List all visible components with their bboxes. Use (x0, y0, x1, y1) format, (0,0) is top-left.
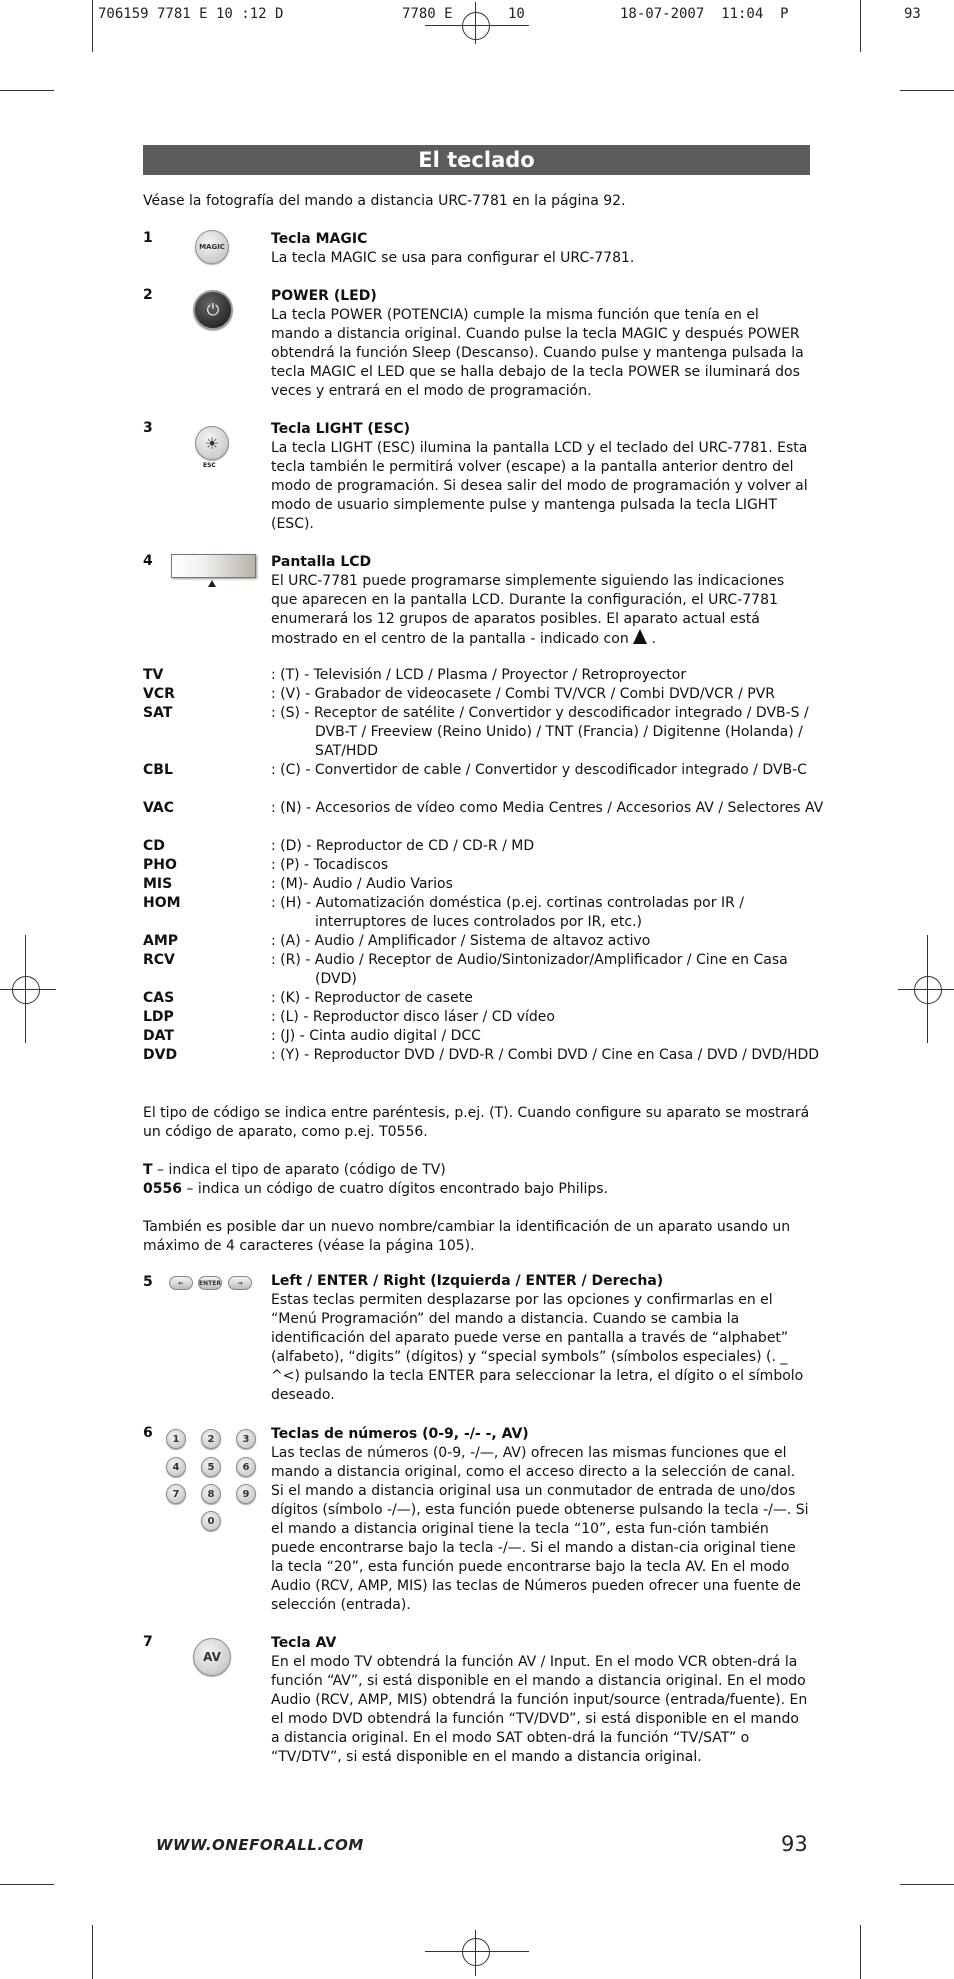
triangle-indicator-icon (633, 629, 647, 644)
crop-mark (92, 1925, 93, 1979)
device-type-prefix: : (V) - (271, 686, 311, 702)
registration-line (425, 25, 529, 26)
light-key-icon: ☀ (195, 426, 229, 460)
number-key-1-icon: 1 (166, 1429, 186, 1449)
registration-mark-icon (12, 976, 40, 1004)
printer-sheet-page: 93 (904, 6, 921, 22)
section-number: 5 (143, 1274, 153, 1290)
device-code: CD (143, 838, 165, 854)
device-code: DAT (143, 1028, 174, 1044)
section-text: Las teclas de números (0-9, -/—, AV) ofrecen las mismas funciones que el mando a distancia original, como el acceso directo a la selección de canal. Si el mando a distancia original usa un conmutador de entrada de uno/dos dígitos (símbolo -/—), esta función puede obtenerse pulsando la tecla -/—. Si el mando a distancia original tiene la tecla “10”, esta fun-ción también puede encontrarse bajo la tecla -/—. Si el mando a distan-cia original tiene la tecla “20”, esta función puede encontrarse bajo la tecla AV. En el modo Audio (RCV, AMP, MIS) las teclas de Números pueden ofrecer una fuente de selección (entrada). (271, 1445, 809, 1613)
device-description (271, 932, 825, 951)
registration-line (475, 2, 476, 44)
section-number: 1 (143, 230, 153, 246)
device-type-prefix: : (Y) - (271, 1047, 310, 1063)
page-number: 93 (781, 1832, 808, 1856)
device-type-prefix: : (C) - (271, 762, 311, 778)
right-arrow-key-icon: → (228, 1276, 252, 1290)
av-key-icon: AV (193, 1638, 231, 1676)
registration-mark-icon (462, 12, 490, 40)
device-type-prefix: : (S) - (271, 705, 310, 721)
code-type-line: T – indica el tipo de aparato (código de TV) (143, 1162, 446, 1178)
section-number-keys (271, 1425, 811, 1615)
device-description (271, 837, 825, 856)
device-description (271, 761, 825, 780)
device-code: VCR (143, 686, 175, 702)
device-code: CBL (143, 762, 173, 778)
device-code: MIS (143, 876, 173, 892)
section-text: La tecla MAGIC se usa para configurar el URC-7781. (271, 250, 635, 266)
device-type-text: Reproductor de casete (314, 990, 473, 1006)
device-type-prefix: : (R) - (271, 952, 311, 968)
device-type-prefix: : (H) - (271, 895, 312, 911)
device-code: AMP (143, 933, 179, 949)
printer-page-ref: 10 (508, 6, 525, 22)
number-key-3-icon: 3 (236, 1429, 256, 1449)
device-type-prefix: : (L) - (271, 1009, 309, 1025)
device-code: CAS (143, 990, 175, 1006)
device-description (271, 856, 825, 875)
device-type-text: Convertidor de cable / Convertidor y descodificador integrado / DVB-C (314, 762, 807, 778)
left-arrow-key-icon: ← (169, 1276, 193, 1290)
device-type-prefix: : (K) - (271, 990, 310, 1006)
device-type-prefix: : (T) - (271, 667, 310, 683)
printer-file-ref: 7780 E (402, 6, 453, 22)
lcd-indicator-icon (208, 580, 216, 587)
device-type-text: Televisión / LCD / Plasma / Proyector / Retroproyector (313, 667, 687, 683)
device-type-prefix: : (A) - (271, 933, 311, 949)
device-type-text: Audio / Amplificador / Sistema de altavoz activo (314, 933, 651, 949)
device-description (271, 989, 825, 1008)
section-number: 7 (143, 1634, 153, 1650)
enter-key-icon: ENTER (198, 1276, 222, 1290)
section-text: Estas teclas permiten desplazarse por las opciones y confirmarlas en el “Menú Programación” del mando a distancia. Cuando se cambia la identificación del aparato puede verse en pantalla a través de “alphabet” (alfabeto), “digits” (dígitos) y “special symbols” (símbolos especiales) (. _ ^<) pulsando la tecla ENTER para seleccionar la letra, el dígito o el símbolo deseado. (271, 1292, 804, 1403)
registration-line (898, 989, 954, 990)
section-title: Left / ENTER / Right (Izquierda / ENTER / Derecha) (271, 1273, 664, 1289)
section-number: 3 (143, 420, 153, 436)
magic-key-icon: MAGIC (195, 230, 229, 264)
number-key-7-icon: 7 (166, 1484, 186, 1504)
section-text: La tecla POWER (POTENCIA) cumple la misma función que tenía en el mando a distancia original. Cuando pulse la tecla MAGIC y después POWER obtendrá la función Sleep (Descanso). Cuando pulse y mantenga pulsada la tecla MAGIC el LED que se halla debajo de la tecla POWER se iluminará dos veces y entrará en el modo de programación. (271, 307, 804, 399)
number-key-4-icon: 4 (166, 1457, 186, 1477)
section-title: POWER (LED) (271, 288, 377, 304)
device-type-text: Reproductor de CD / CD-R / MD (315, 838, 535, 854)
device-type-prefix: : (N) - (271, 800, 312, 816)
device-type-text: Grabador de videocasete / Combi TV/VCR / Combi DVD/VCR / PVR (314, 686, 776, 702)
code-info-text: El tipo de código se indica entre paréntesis, p.ej. (T). Cuando configure su aparato se mostrará un código de aparato, como p.ej. T0556. (143, 1105, 810, 1140)
crop-mark (92, 0, 93, 52)
code-number-line: 0556 – indica un código de cuatro dígitos encontrado bajo Philips. (143, 1181, 609, 1197)
crop-mark (860, 0, 861, 52)
section-magic (271, 230, 811, 268)
device-description (271, 666, 825, 685)
section-title: Tecla MAGIC (271, 231, 368, 247)
section-number: 2 (143, 287, 153, 303)
rename-info-text: También es posible dar un nuevo nombre/cambiar la identificación de un aparato usando un máximo de 4 caracteres (véase la página 105). (143, 1219, 791, 1254)
device-type-text: Automatización doméstica (p.ej. cortinas controladas por IR / interruptores de luces controlados por IR, etc.) (315, 895, 744, 930)
section-title: Pantalla LCD (271, 554, 372, 570)
number-key-9-icon: 9 (236, 1484, 256, 1504)
device-type-prefix: : (J) - (271, 1028, 305, 1044)
device-type-prefix: : (D) - (271, 838, 312, 854)
device-description (271, 1027, 825, 1046)
registration-mark-icon (462, 1938, 490, 1966)
crop-mark (0, 90, 54, 91)
esc-label: ESC (203, 462, 216, 469)
device-description (271, 894, 825, 932)
section-text: La tecla LIGHT (ESC) ilumina la pantalla LCD y el teclado del URC-7781. Esta tecla también le permitirá volver (escape) a la pantalla anterior dentro del modo de programación. Si desea salir del modo de programación y volver al modo de usuario simplemente pulse y mantenga pulsada la tecla LIGHT (ESC). (271, 440, 808, 532)
crop-mark (900, 1884, 954, 1885)
printer-timestamp: 18-07-2007 11:04 P (620, 6, 789, 22)
lcd-screen-icon (171, 554, 256, 578)
section-number: 4 (143, 553, 153, 569)
page-title: El teclado (143, 145, 810, 175)
footer-website-link[interactable]: WWW.ONEFORALL.COM (156, 1836, 364, 1854)
device-code: RCV (143, 952, 175, 968)
registration-line (0, 989, 56, 990)
crop-mark (0, 1884, 54, 1885)
number-key-2-icon: 2 (201, 1429, 221, 1449)
device-code: DVD (143, 1047, 178, 1063)
device-description (271, 951, 825, 989)
section-number: 6 (143, 1425, 153, 1441)
number-key-8-icon: 8 (201, 1484, 221, 1504)
device-type-text: Receptor de satélite / Convertidor y descodificador integrado / DVB-S / DVB-T / Freeview (Reino Unido) / TNT (Francia) / Digitenne (Holanda) / SAT/HDD (313, 705, 809, 759)
device-description (271, 1046, 825, 1065)
device-description (271, 799, 825, 818)
device-type-text: Reproductor DVD / DVD-R / Combi DVD / Cine en Casa / DVD / DVD/HDD (313, 1047, 820, 1063)
number-key-5-icon: 5 (201, 1457, 221, 1477)
section-title: Tecla AV (271, 1635, 337, 1651)
crop-mark (900, 90, 954, 91)
section-power (271, 287, 811, 401)
device-type-text: Accesorios de vídeo como Media Centres / Accesorios AV / Selectores AV (315, 800, 824, 816)
intro-text: Véase la fotografía del mando a distancia URC-7781 en la página 92. (143, 193, 626, 209)
power-key-icon: ⏻ (193, 290, 233, 330)
device-type-prefix: : (M)- (271, 876, 309, 892)
device-code: LDP (143, 1009, 174, 1025)
section-text: El URC-7781 puede programarse simplemente siguiendo las indicaciones que aparecen en la pantalla LCD. Durante la configuración, el URC-7781 enumerará los 12 grupos de aparatos posibles. El aparato actual está mostrado en el centro de la pantalla - indicado con . (271, 573, 785, 647)
device-description (271, 875, 825, 894)
device-description (271, 1008, 825, 1027)
number-key-0-icon: 0 (201, 1511, 221, 1531)
section-nav-keys (271, 1272, 811, 1405)
device-type-prefix: : (P) - (271, 857, 310, 873)
section-text: En el modo TV obtendrá la función AV / Input. En el modo VCR obten-drá la función “AV”, si está disponible en el mando a distancia original. En el modo Audio (RCV, AMP, MIS) obtendrá la función input/source (entrada/fuente). En el modo DVD obtendrá la función “TV/DVD”, si está disponible en el mando a distancia original. En el modo SAT obten-drá la función “TV/SAT” o “TV/DTV”, si está disponible en el mando a distancia original. (271, 1654, 808, 1765)
crop-mark (860, 1925, 861, 1979)
registration-line (425, 1951, 529, 1952)
device-type-text: Audio / Receptor de Audio/Sintonizador/Amplificador / Cine en Casa (DVD) (314, 952, 788, 987)
registration-line (475, 1930, 476, 1976)
device-code: SAT (143, 705, 173, 721)
device-code: TV (143, 667, 164, 683)
number-key-6-icon: 6 (236, 1457, 256, 1477)
registration-line (927, 935, 928, 1043)
device-description (271, 685, 825, 704)
device-code: PHO (143, 857, 177, 873)
device-type-text: Cinta audio digital / DCC (309, 1028, 481, 1044)
section-title: Teclas de números (0-9, -/- -, AV) (271, 1426, 529, 1442)
registration-mark-icon (914, 976, 942, 1004)
device-type-text: Reproductor disco láser / CD vídeo (312, 1009, 555, 1025)
device-description (271, 704, 825, 761)
printer-job-id: 706159 7781 E 10 :12 D (98, 6, 284, 22)
section-av-key (271, 1634, 811, 1767)
device-code: HOM (143, 895, 181, 911)
section-title: Tecla LIGHT (ESC) (271, 421, 411, 437)
device-type-text: Tocadiscos (313, 857, 389, 873)
device-code: VAC (143, 800, 174, 816)
section-lcd (271, 553, 811, 649)
section-light (271, 420, 811, 534)
registration-line (25, 935, 26, 1043)
device-type-text: Audio / Audio Varios (312, 876, 453, 892)
